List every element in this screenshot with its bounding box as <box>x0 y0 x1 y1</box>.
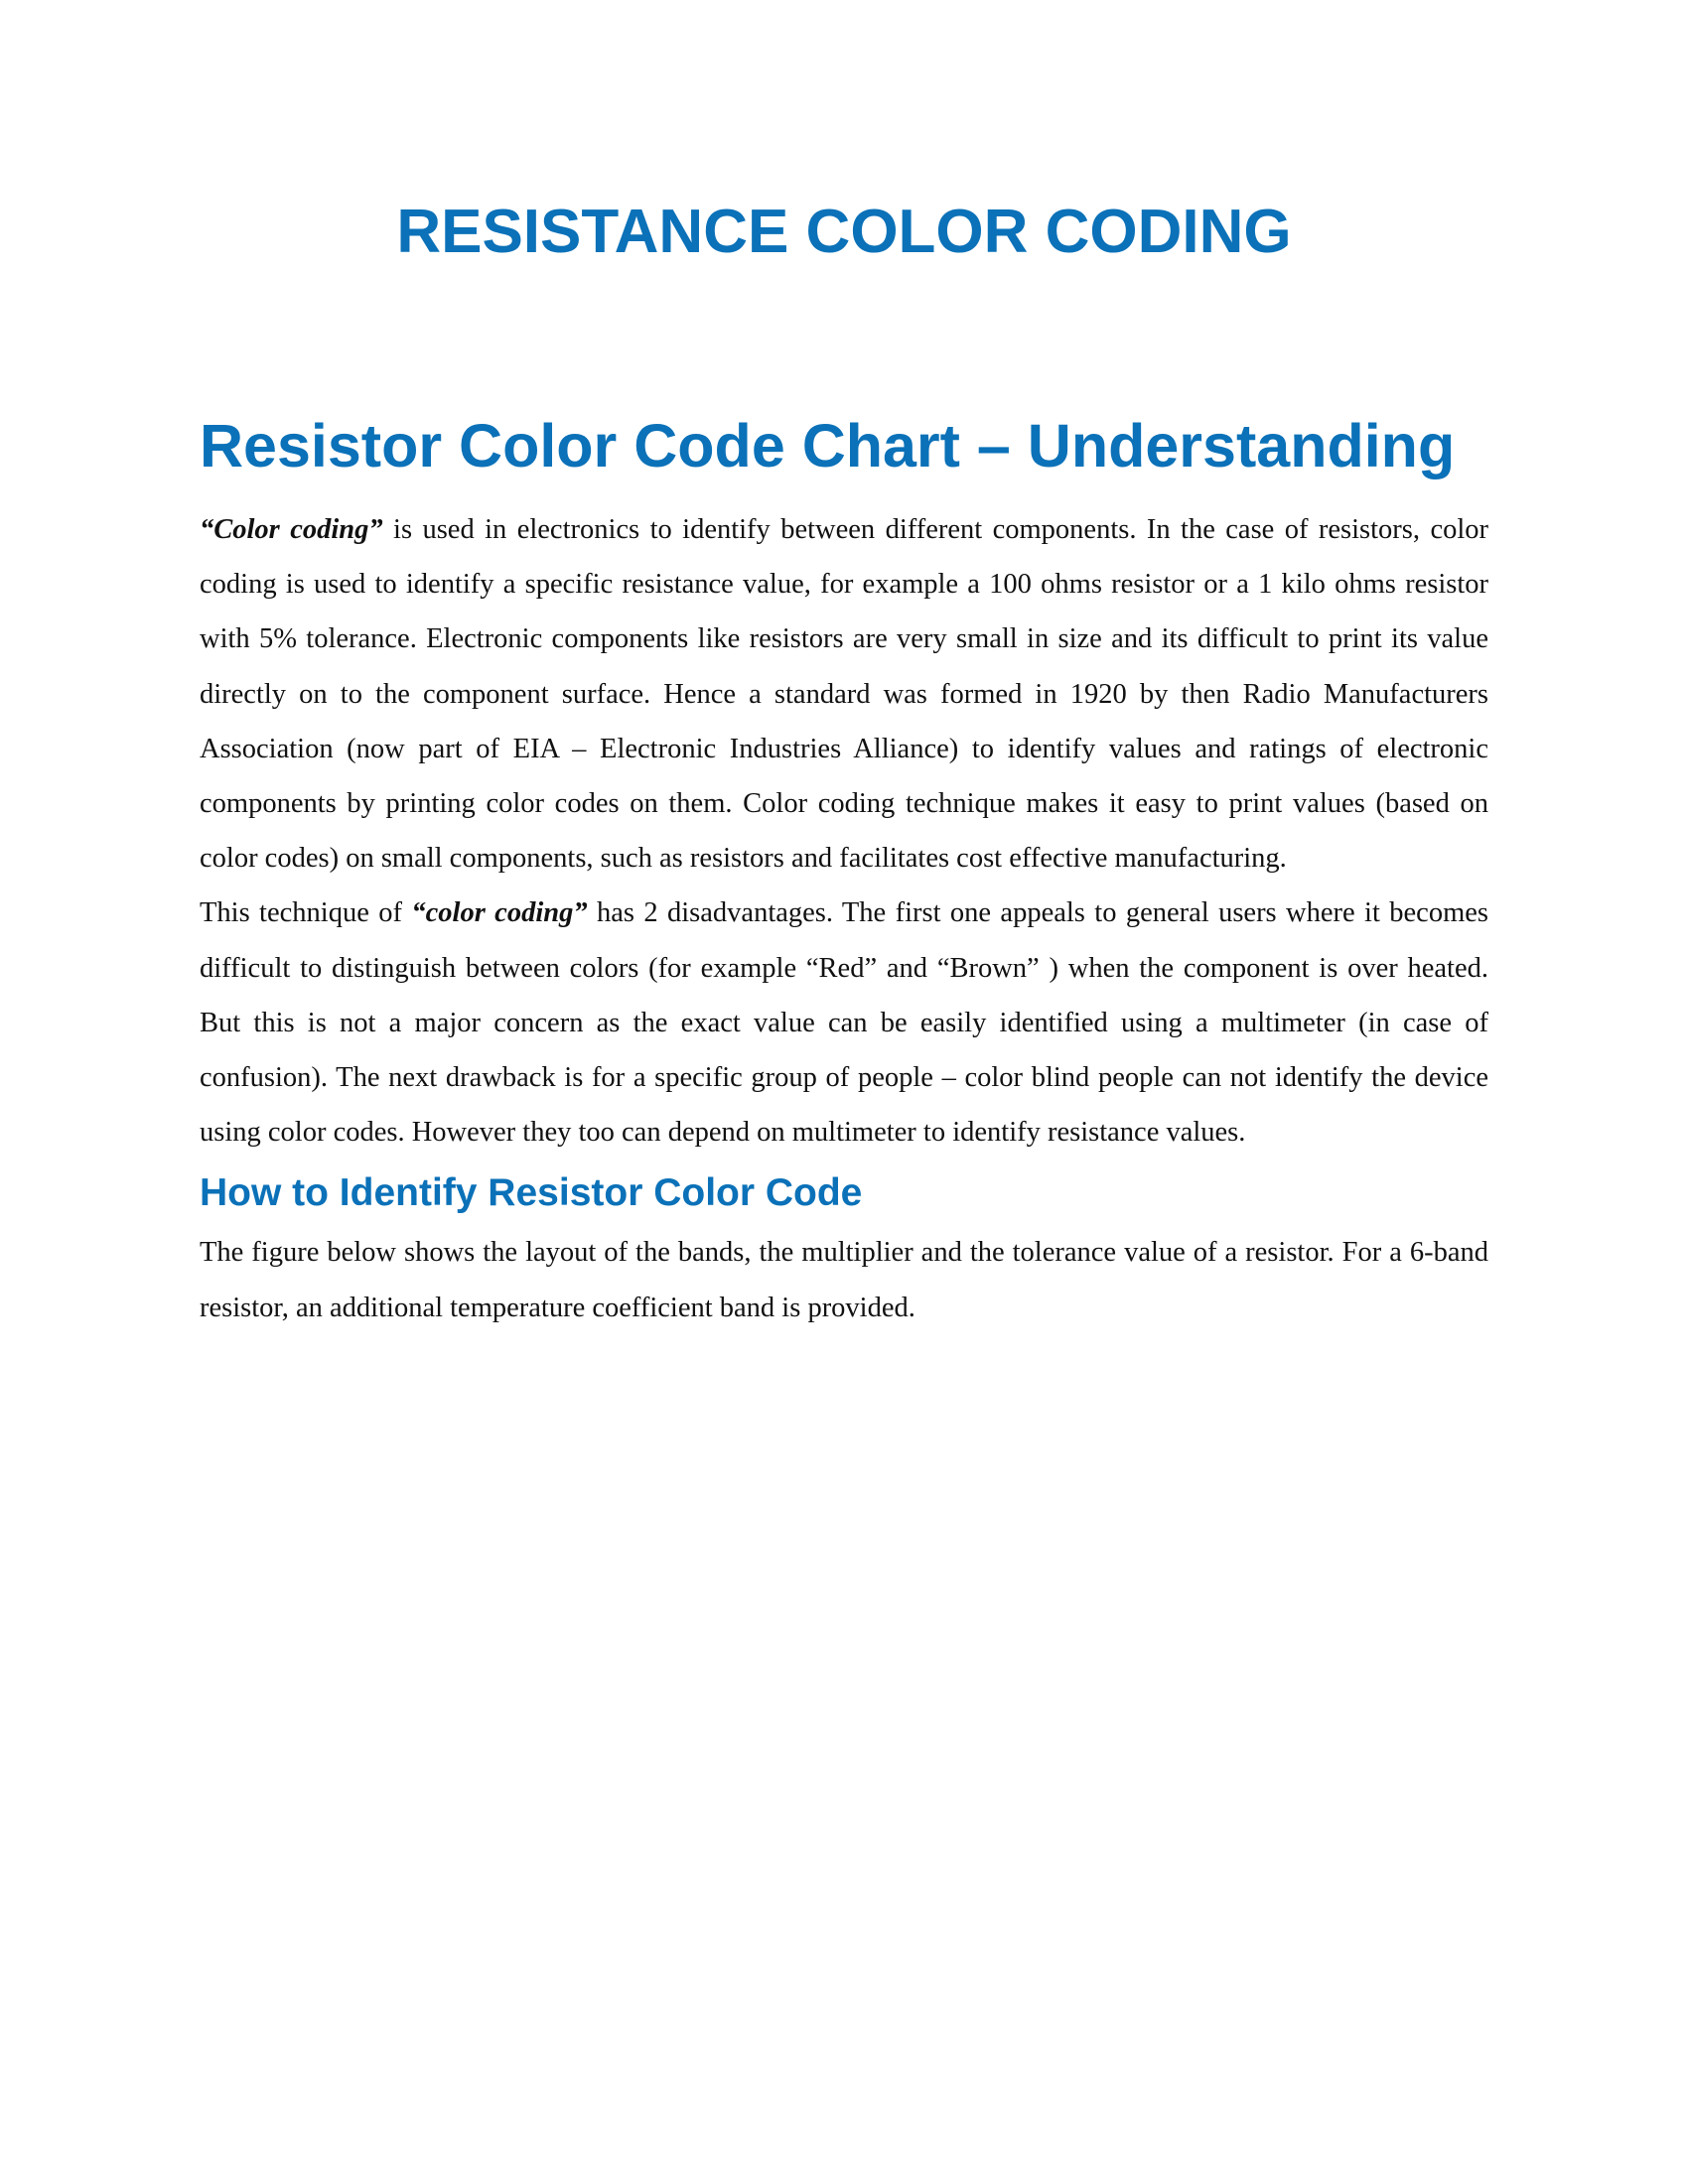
disadvantages-prefix: This technique of <box>200 897 412 929</box>
disadvantages-paragraph <box>200 886 1488 1160</box>
figure-description-paragraph: The figure below shows the layout of the bands, the multiplier and the tolerance value of a resistor. For a 6-band resistor, an additional temperature coefficient band is provided. <box>200 1237 1488 1323</box>
document-body <box>200 409 1488 1335</box>
color-coding-term: “Color coding” <box>200 514 383 545</box>
disadvantages-text: has 2 disadvantages. The first one appeals to general users where it becomes difficult to distinguish between colors (for example “Red” and “Brown” ) when the component is over heated. But this is not a major concern as the exact value can be easily identified using a multimeter (in case of confusion). The next drawback is for a specific group of people – color blind people can not identify the device using color codes. However they too can depend on multimeter to identify resistance values. <box>200 897 1488 1149</box>
document-title: RESISTANCE COLOR CODING <box>396 198 1292 266</box>
subsection-heading: How to Identify Resistor Color Code <box>200 1171 863 1215</box>
color-coding-term: “color coding” <box>411 897 588 929</box>
section-heading: Resistor Color Code Chart – Understanding <box>200 412 1456 479</box>
intro-paragraph <box>200 502 1488 886</box>
intro-paragraph-text: is used in electronics to identify between different components. In the case of resistors, color coding is used to identify a specific resistance value, for example a 100 ohms resistor or a 1 kilo ohms resistor with 5% tolerance. Electronic components like resistors are very small in size and its difficult to print its value directly on to the component surface. Hence a standard was formed in 1920 by then Radio Manufacturers Association (now part of EIA – Electronic Industries Alliance) to identify values and ratings of electronic components by printing color codes on them. Color coding technique makes it easy to print values (based on color codes) on small components, such as resistors and facilitates cost effective manufacturing. <box>200 514 1488 875</box>
